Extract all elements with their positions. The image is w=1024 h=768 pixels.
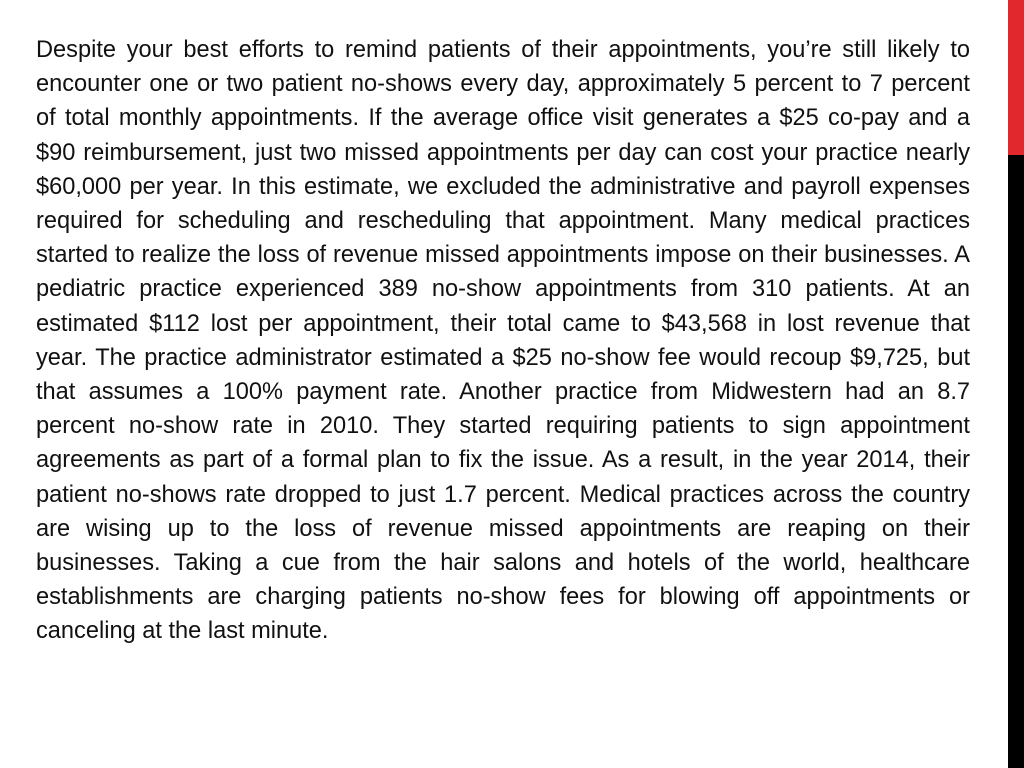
accent-bar-black-segment: [1008, 155, 1024, 768]
slide-body-text: Despite your best efforts to remind patients of their appointments, you’re still likely to encounter one or two patient no-shows every day, approximately 5 percent to 7 percent of total monthly appointments. If the average office visit generates a $25 co-pay and a $90 reimbursement, just two missed appointments per day can cost your practice nearly $60,000 per year. In this estimate, we excluded the administrative and payroll expenses required for scheduling and rescheduling that appointment. Many medical practices started to realize the loss of revenue missed appointments impose on their businesses. A pediatric practice experienced 389 no-show appointments from 310 patients. At an estimated $112 lost per appointment, their total came to $43,568 in lost revenue that year. The practice administrator estimated a $25 no-show fee would recoup $9,725, but that assumes a 100% payment rate. Another practice from Midwestern had an 8.7 percent no-show rate in 2010. They started requiring patients to sign appointment agreements as part of a formal plan to fix the issue. As a result, in the year 2014, their patient no-shows rate dropped to just 1.7 percent. Medical practices across the country are wising up to the loss of revenue missed appointments are reaping on their businesses. Taking a cue from the hair salons and hotels of the world, healthcare establishments are charging patients no-show fees for blowing off appointments or canceling at the last minute.: [36, 37, 970, 645]
accent-bar: [1008, 0, 1024, 768]
accent-bar-red-segment: [1008, 0, 1024, 155]
